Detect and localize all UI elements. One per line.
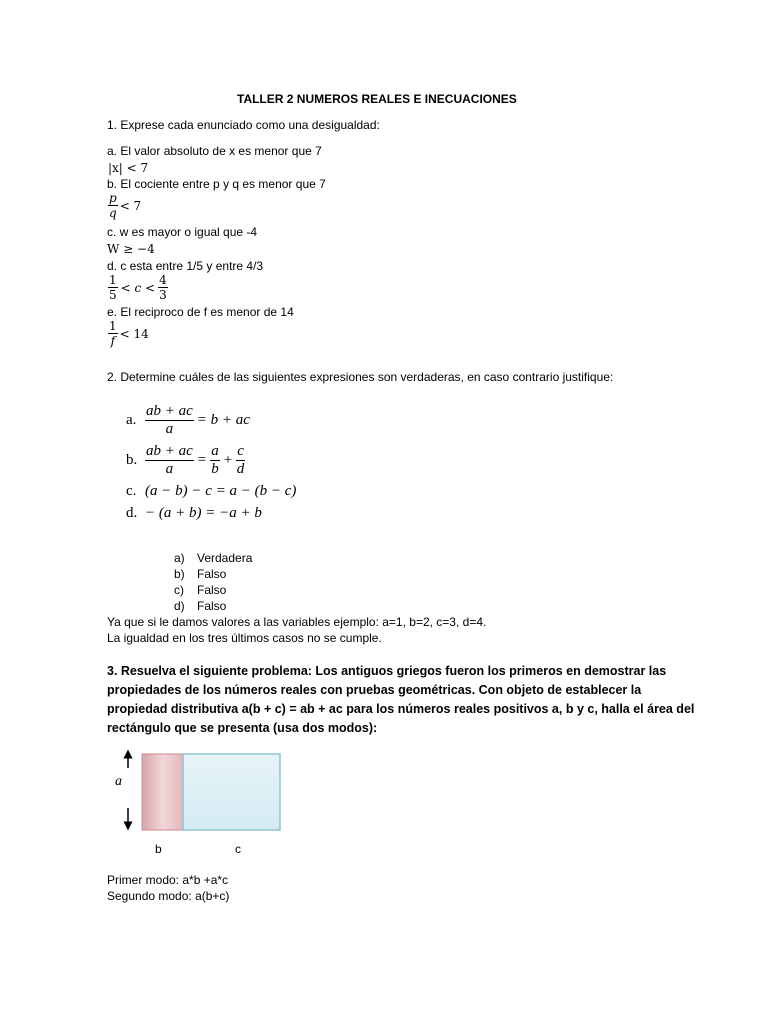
list-item: c) Falso [174,583,227,597]
section3-line-2: propiedades de los números reales con pruebas geométricas. Con objeto de establecer la [107,683,642,697]
item-d-math: $\frac{1}{5}$ < c < $\frac{4}{3}$ [109,273,167,302]
segment-c [183,754,280,830]
expression-d: d. − (a + b) = −a + b [126,505,262,521]
list-item: b) Falso [174,567,227,581]
section3-line-1: 3. Resuelva el siguiente problema: Los antiguos griegos fueron los primeros en demostrar las [107,664,667,678]
section3-line-4: rectángulo que se presenta (usa dos modos): [107,721,378,735]
fraction: $\frac{4}{3}$ [159,273,167,302]
label-c: c [235,842,241,856]
answer-list [174,551,252,615]
item-b-text: b. El cociente entre p y q es menor que 7 [107,177,326,191]
item-d-text: d. c esta entre 1/5 y entre 4/3 [107,259,264,273]
item-c-text: c. w es mayor o igual que -4 [107,225,258,239]
fraction: $\frac{1}{5}$ [109,273,117,302]
fraction: $\frac{ab + ac}{a}$ [146,443,193,477]
segment-b [142,754,183,830]
section1-heading: 1. Exprese cada enunciado como una desigualdad: [107,118,380,132]
justification-line-1: Ya que si le damos valores a las variables ejemplo: a=1, b=2, c=3, d=4. [107,615,487,629]
fraction: $\frac{p}{q}$ [109,191,117,220]
expression-a: a. $\frac{ab + ac}{a}$ = b + ac [126,403,250,437]
expression-c: c. (a − b) − c = a − (b − c) [126,483,297,499]
section2-heading: 2. Determine cuáles de las siguientes expresiones son verdaderas, en caso contrario justifique: [107,370,614,384]
item-e-text: e. El reciproco de f es menor de 14 [107,305,294,319]
fraction: $\frac{1}{f}$ [109,319,117,348]
mode-2: Segundo modo: a(b+c) [107,889,230,903]
item-c-math: W ≥ −4 [107,242,155,256]
fraction: $\frac{c}{d}$ [236,443,245,477]
label-a: a [115,774,122,789]
fraction: $\frac{ab + ac}{a}$ [146,403,193,437]
mode-1: Primer modo: a*b +a*c [107,873,229,887]
justification-line-2: La igualdad en los tres últimos casos no se cumple. [107,631,382,645]
section3-line-3: propiedad distributiva a(b + c) = ab + ac para los números reales positivos a, b y c, halla el área del [107,702,695,716]
rectangle-figure [110,748,290,838]
fraction: $\frac{a}{b}$ [211,443,219,477]
item-b-math: $\frac{p}{q}$ < 7 [109,191,142,220]
list-item: a) Verdadera [174,551,253,565]
expression-b: b. $\frac{ab + ac}{a}$ = $\frac{a}{b}$ + $\frac{c}{d}$ [126,443,245,477]
item-a-math: |x| < 7 [108,161,149,175]
page-title: TALLER 2 NUMEROS REALES E INECUACIONES [237,92,517,106]
list-item: d) Falso [174,599,227,613]
label-b: b [155,842,162,856]
item-e-math: $\frac{1}{f}$ < 14 [109,319,149,348]
item-a-text: a. El valor absoluto de x es menor que 7 [107,144,322,158]
